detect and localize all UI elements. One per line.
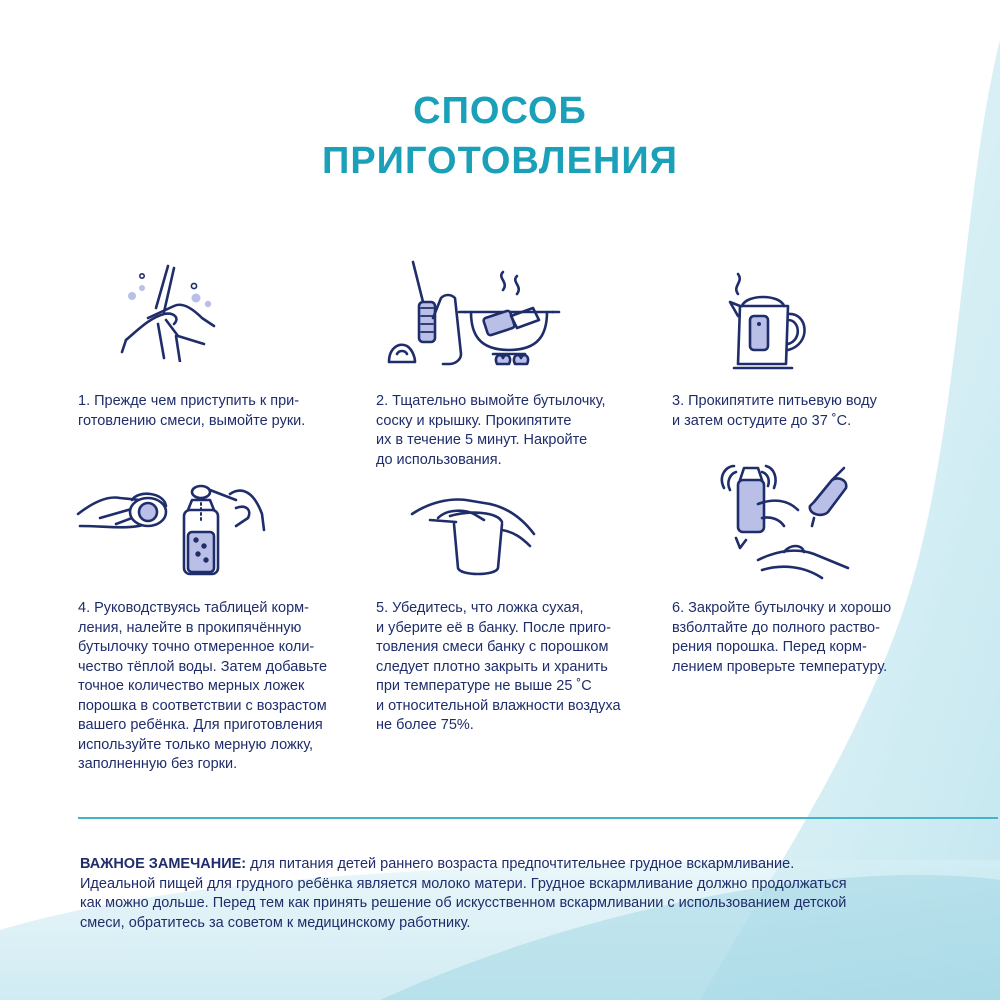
important-note [80, 855, 950, 933]
step-line: не более 75%. [376, 717, 474, 733]
step-line: до использования. [376, 451, 502, 468]
step-line: 6. Закройте бутылочку и хорошо [672, 600, 892, 616]
step-line: бутылочку точно отмеренное коли- [78, 639, 315, 655]
step-3-text [672, 392, 877, 431]
step-5-text [376, 599, 621, 736]
step-line: 5. Убедитесь, что ложка сухая, [376, 600, 584, 616]
note-label: ВАЖНОЕ ЗАМЕЧАНИЕ: [80, 856, 247, 872]
title-line-1: СПОСОБ [413, 90, 587, 132]
title-line-2: ПРИГОТОВЛЕНИЯ [322, 140, 678, 182]
step-line: и относительной влажности воздуха [376, 697, 621, 714]
step-line: 3. Прокипятите питьевую воду [672, 393, 877, 409]
step-line: взболтайте до полного раство- [672, 619, 880, 636]
step-line: точное количество мерных ложек [78, 678, 305, 694]
dry-spoon-can-icon [410, 490, 536, 580]
note-text: Идеальной пищей для грудного ребёнка является молоко матери. Грудное вскармливание должно продолжаться [80, 875, 847, 892]
step-line: ления, налейте в прокипячённую [78, 619, 302, 636]
step-line: лением проверьте температуру. [672, 658, 888, 675]
bottle-sterilizing-icon [385, 258, 565, 368]
hand-washing-icon [118, 262, 218, 362]
step-line: товления смеси банку с порошком [376, 639, 609, 655]
step-1-text [78, 392, 305, 431]
page-title [0, 86, 1000, 186]
step-line: и затем остудите до 37 ˚С. [672, 412, 852, 429]
step-line: их в течение 5 минут. Накройте [376, 432, 588, 448]
step-line: чество тёплой воды. Затем добавьте [78, 658, 328, 675]
step-line: 4. Руководствуясь таблицей корм- [78, 600, 309, 616]
pour-water-icon [76, 470, 266, 580]
step-line: заполненную без горки. [78, 756, 238, 772]
step-line: соску и крышку. Прокипятите [376, 412, 572, 429]
step-line: и уберите её в банку. После приго- [376, 619, 611, 636]
step-line: 2. Тщательно вымойте бутылочку, [376, 393, 606, 409]
step-4-text [78, 599, 327, 775]
step-line: готовлению смеси, вымойте руки. [78, 412, 306, 429]
step-6-text [672, 599, 891, 677]
note-text: смеси, обратитесь за советом к медицинскому работнику. [80, 914, 471, 931]
step-line: при температуре не выше 25 ˚С [376, 678, 592, 694]
step-line: вашего ребёнка. Для приготовления [78, 717, 323, 733]
step-line: следует плотно закрыть и хранить [376, 658, 608, 675]
step-line: рения порошка. Перед корм- [672, 639, 867, 655]
step-line: 1. Прежде чем приступить к при- [78, 393, 300, 409]
step-line: порошка в соответствии с возрастом [78, 697, 327, 714]
note-text: как можно дольше. Перед тем как принять решение об искусственном вскармливании с использованием детской [80, 895, 847, 911]
kettle-icon [728, 272, 814, 372]
shake-bottle-icon [718, 460, 868, 585]
step-2-text [376, 392, 606, 470]
note-text: для питания детей раннего возраста предпочтительнее грудное вскармливание. [246, 856, 795, 872]
section-divider [78, 817, 998, 819]
step-line: используйте только мерную ложку, [78, 736, 314, 753]
